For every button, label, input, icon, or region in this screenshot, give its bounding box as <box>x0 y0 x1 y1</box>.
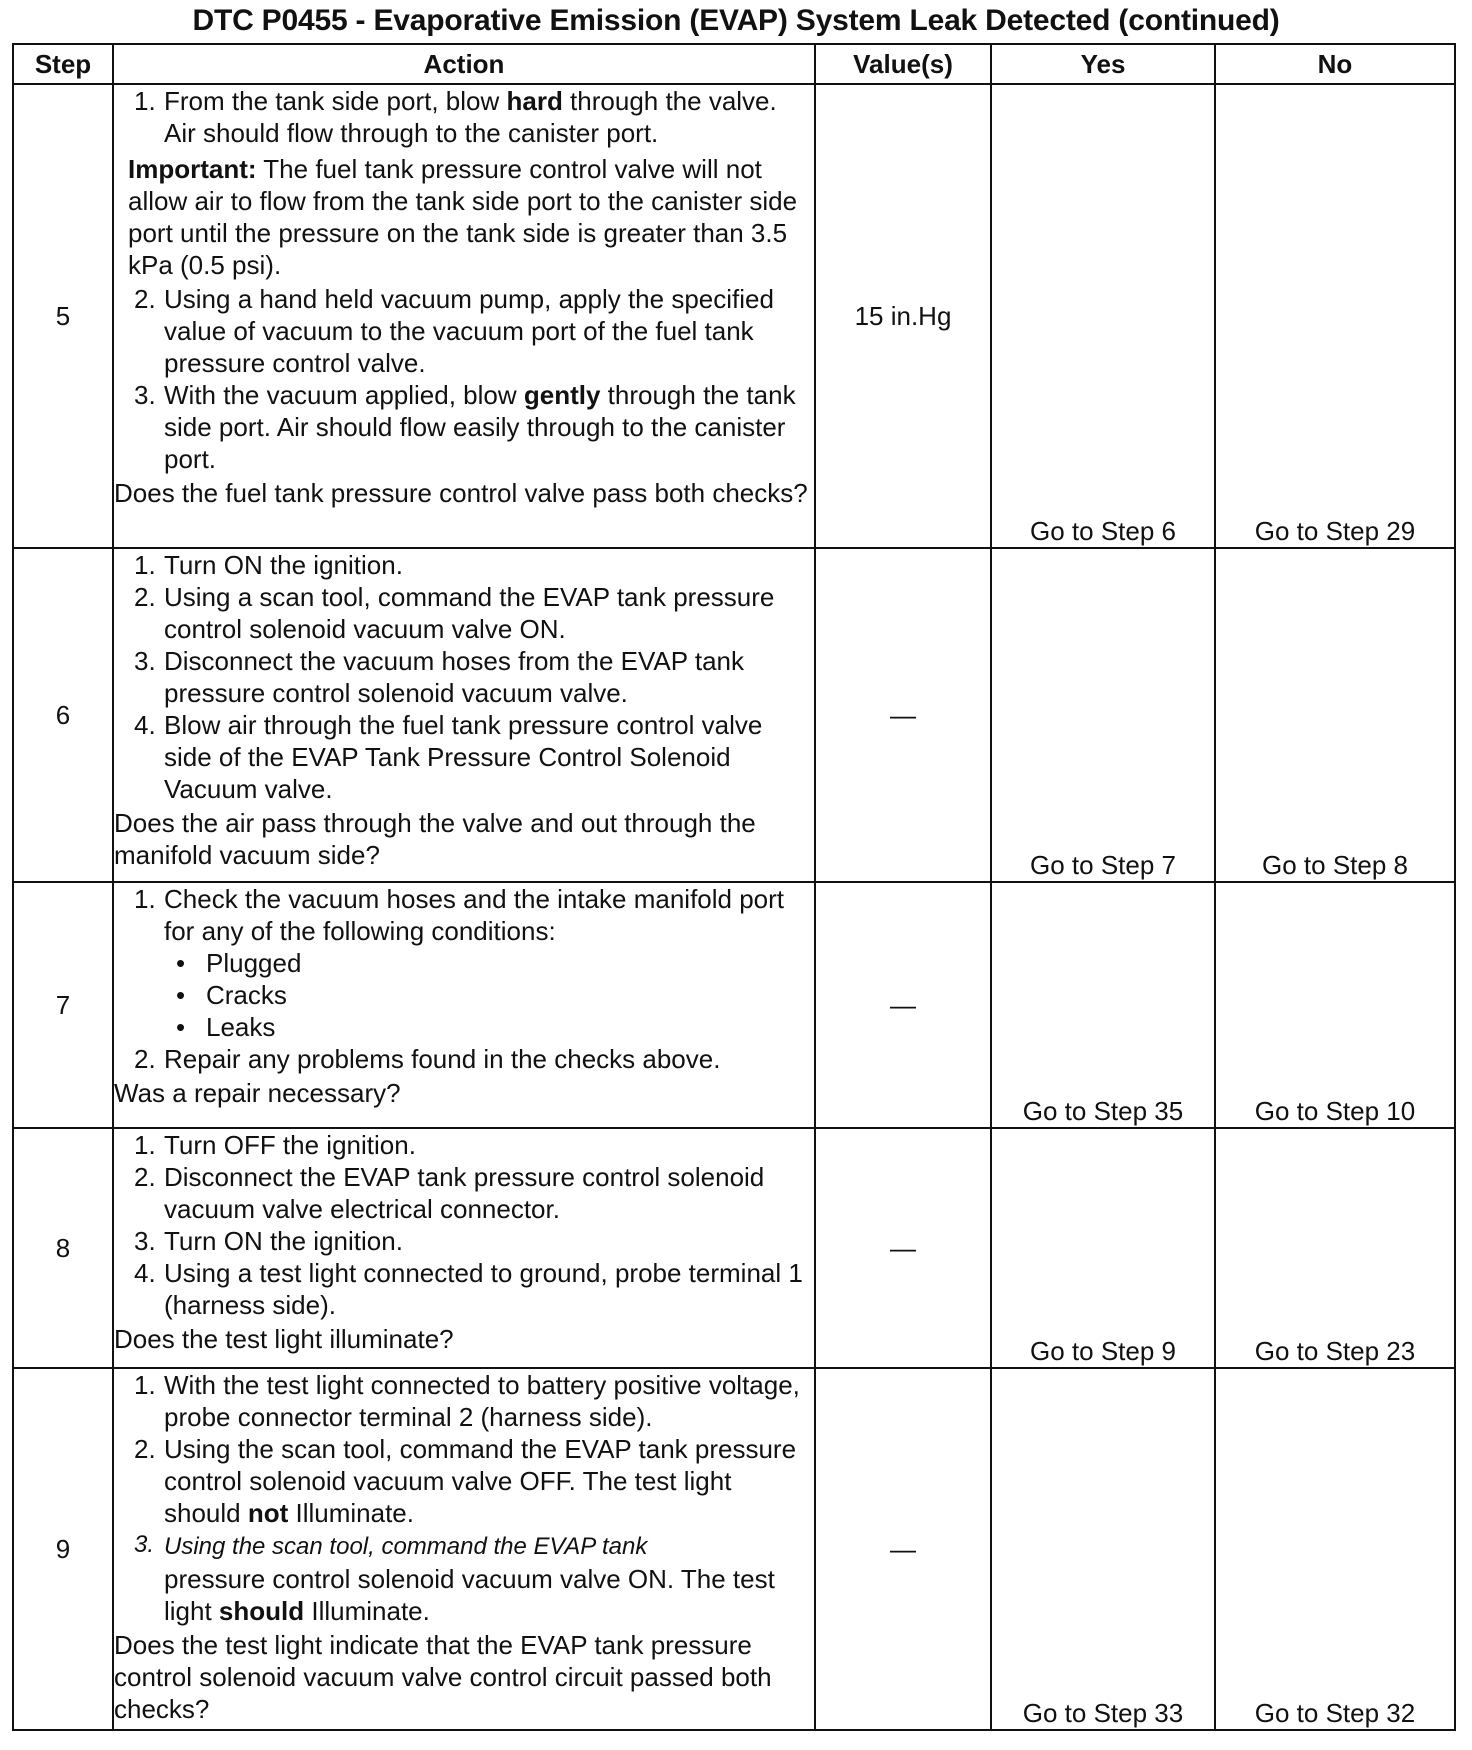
action-step <box>114 1161 814 1225</box>
yes-result: Go to Step 35 <box>991 882 1215 1128</box>
emphasis-text: not <box>247 1498 289 1528</box>
value-cell: — <box>815 882 991 1128</box>
action-step <box>114 645 814 709</box>
action-step-number: 3. <box>134 1531 155 1558</box>
value-cell: 15 in.Hg <box>815 84 991 548</box>
action-step <box>114 1225 814 1257</box>
step-number: 7 <box>13 882 113 1128</box>
column-header-values: Value(s) <box>815 44 991 84</box>
action-step-number: 2. <box>134 284 156 314</box>
text-run-italic: Using the scan tool, command the EVAP tank <box>164 1533 648 1560</box>
bullet-text: Cracks <box>206 980 287 1010</box>
action-question: Was a repair necessary? <box>114 1078 401 1108</box>
important-label: Important: <box>128 154 257 184</box>
text-run: Illuminate. <box>304 1596 430 1626</box>
step-number: 6 <box>13 548 113 882</box>
action-step-number: 2. <box>134 1044 156 1074</box>
action-step-number: 4. <box>134 1258 156 1288</box>
no-result: Go to Step 8 <box>1215 548 1455 882</box>
action-step <box>114 1529 814 1627</box>
important-note <box>114 153 814 281</box>
action-step <box>114 1369 814 1433</box>
no-result: Go to Step 10 <box>1215 882 1455 1128</box>
table-row-step-9 <box>13 1368 1455 1730</box>
no-result: Go to Step 29 <box>1215 84 1455 548</box>
action-step-text: Turn OFF the ignition. <box>164 1130 416 1160</box>
action-cell <box>113 1368 815 1730</box>
diagnostic-table <box>12 43 1456 1731</box>
action-step <box>114 379 814 475</box>
value-cell: — <box>815 1368 991 1730</box>
text-run: With the vacuum applied, blow <box>164 380 524 410</box>
action-cell <box>113 882 815 1128</box>
action-step <box>114 1433 814 1529</box>
text-run: From the tank side port, blow <box>164 86 507 116</box>
column-header-yes: Yes <box>991 44 1215 84</box>
column-header-step: Step <box>13 44 113 84</box>
table-row-step-7 <box>13 882 1455 1128</box>
action-step-number: 3. <box>134 646 156 676</box>
action-step-number: 1. <box>134 550 156 580</box>
list-item <box>114 1011 814 1043</box>
action-step <box>114 883 814 947</box>
action-step <box>114 1257 814 1321</box>
action-step-text: Check the vacuum hoses and the intake manifold port for any of the following conditions: <box>164 884 785 946</box>
important-text: The fuel tank pressure control valve will not allow air to flow from the tank side port to the canister side port until the pressure on the tank side is greater than 3.5 kPa (0.5 psi). <box>128 154 798 280</box>
action-step-text <box>164 1529 814 1627</box>
value-cell: — <box>815 1128 991 1368</box>
step-number: 9 <box>13 1368 113 1730</box>
action-step-text <box>164 85 814 149</box>
bullet-icon: • <box>176 1012 186 1042</box>
step-number: 8 <box>13 1128 113 1368</box>
action-step-text: Using a scan tool, command the EVAP tank pressure control solenoid vacuum valve ON. <box>164 582 775 644</box>
emphasis-text: should <box>218 1596 305 1626</box>
action-step-text: Blow air through the fuel tank pressure control valve side of the EVAP Tank Pressure Control Solenoid Vacuum valve. <box>164 710 763 804</box>
action-step <box>114 1043 814 1075</box>
action-step-number: 3. <box>134 380 156 410</box>
column-header-action: Action <box>113 44 815 84</box>
bullet-text: Leaks <box>206 1012 276 1042</box>
action-step-text: Turn ON the ignition. <box>164 1226 403 1256</box>
action-step-number: 2. <box>134 1434 156 1464</box>
yes-result: Go to Step 33 <box>991 1368 1215 1730</box>
emphasis-text: hard <box>506 86 563 116</box>
action-question: Does the air pass through the valve and out through the manifold vacuum side? <box>114 808 756 870</box>
action-step-text <box>164 1433 814 1529</box>
text-run: Illuminate. <box>288 1498 414 1528</box>
no-result: Go to Step 23 <box>1215 1128 1455 1368</box>
action-step-text: Using a hand held vacuum pump, apply the specified value of vacuum to the vacuum port of the fuel tank pressure control valve. <box>164 284 774 378</box>
action-step-text: With the test light connected to battery positive voltage, probe connector terminal 2 (harness side). <box>164 1370 800 1432</box>
table-row-step-6 <box>13 548 1455 882</box>
yes-result: Go to Step 9 <box>991 1128 1215 1368</box>
text-run: through the valve. Air should flow through to the canister port. <box>164 86 777 148</box>
bullet-icon: • <box>176 948 186 978</box>
action-step-number: 1. <box>134 86 156 116</box>
step-number: 5 <box>13 84 113 548</box>
action-cell <box>113 84 815 548</box>
action-step-number: 1. <box>134 884 156 914</box>
action-step <box>114 283 814 379</box>
action-cell <box>113 1128 815 1368</box>
action-question: Does the test light indicate that the EVAP tank pressure control solenoid vacuum valve control circuit passed both checks? <box>114 1630 772 1724</box>
yes-result: Go to Step 7 <box>991 548 1215 882</box>
action-step <box>114 85 814 149</box>
action-cell <box>113 548 815 882</box>
document-title: DTC P0455 - Evaporative Emission (EVAP) System Leak Detected (continued) <box>192 4 1280 37</box>
action-step-number: 1. <box>134 1370 156 1400</box>
table-row-step-8 <box>13 1128 1455 1368</box>
no-result: Go to Step 32 <box>1215 1368 1455 1730</box>
action-question: Does the test light illuminate? <box>114 1324 454 1354</box>
action-step <box>114 581 814 645</box>
list-item <box>114 979 814 1011</box>
bullet-icon: • <box>176 980 186 1010</box>
action-step <box>114 1129 814 1161</box>
action-question: Does the fuel tank pressure control valve pass both checks? <box>114 478 808 508</box>
text-run: Using the scan tool, command the EVAP tank pressure control solenoid vacuum valve OFF. The test light should <box>164 1434 797 1528</box>
action-step-text: Disconnect the vacuum hoses from the EVAP tank pressure control solenoid vacuum valve. <box>164 646 744 708</box>
action-step-text: Disconnect the EVAP tank pressure control solenoid vacuum valve electrical connector. <box>164 1162 765 1224</box>
action-step-text: Turn ON the ignition. <box>164 550 403 580</box>
value-cell: — <box>815 548 991 882</box>
action-step <box>114 549 814 581</box>
action-step-text: Using a test light connected to ground, probe terminal 1 (harness side). <box>164 1258 803 1320</box>
column-header-no: No <box>1215 44 1455 84</box>
action-step-text: Repair any problems found in the checks above. <box>164 1044 721 1074</box>
text-run: through the tank side port. Air should flow easily through to the canister port. <box>164 380 796 474</box>
action-step-number: 4. <box>134 710 156 740</box>
yes-result: Go to Step 6 <box>991 84 1215 548</box>
action-step <box>114 709 814 805</box>
list-item <box>114 947 814 979</box>
table-header-row <box>13 44 1455 84</box>
table-row-step-5 <box>13 84 1455 548</box>
action-step-text <box>164 379 814 475</box>
action-step-number: 3. <box>134 1226 156 1256</box>
emphasis-text: gently <box>523 380 601 410</box>
text-run: pressure control solenoid vacuum valve ON. The test light <box>164 1564 775 1626</box>
action-step-number: 2. <box>134 1162 156 1192</box>
action-step-number: 1. <box>134 1130 156 1160</box>
bullet-text: Plugged <box>206 948 302 978</box>
action-step-number: 2. <box>134 582 156 612</box>
